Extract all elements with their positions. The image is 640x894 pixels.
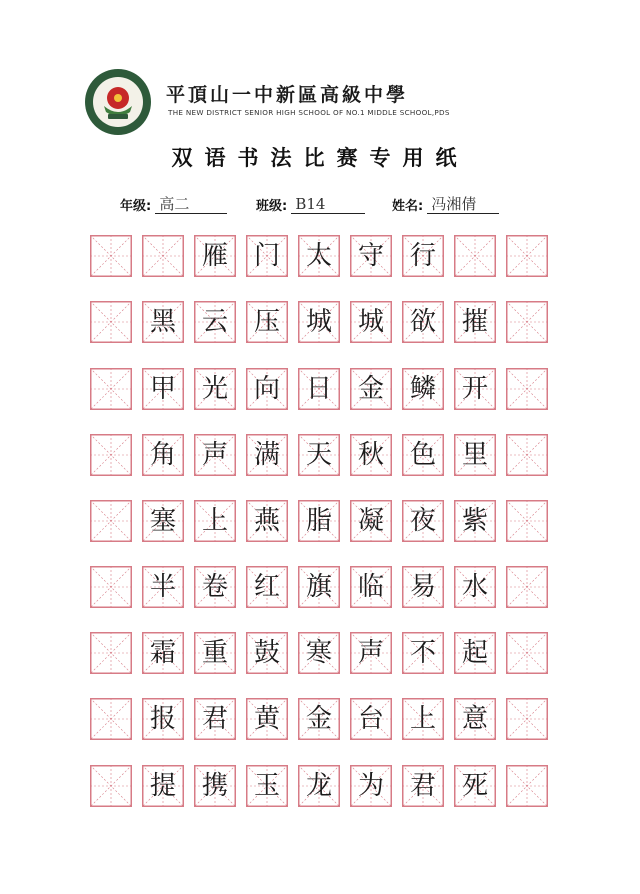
handwritten-character: 摧 [461,307,488,337]
page-title: 双语书法比赛专用纸 [171,146,469,170]
grid-cell [194,765,236,807]
handwritten-character: 旗 [305,572,332,602]
handwritten-character: 塞 [149,506,176,536]
grid-cell [142,301,184,343]
grid-cell [142,434,184,476]
grid-cell [246,632,288,674]
grid-cell [298,368,340,410]
handwritten-character: 里 [461,440,488,470]
class-value: B14 [291,195,365,214]
handwritten-character: 玉 [253,771,280,801]
handwritten-character: 为 [357,771,384,801]
grid-cell [454,566,496,608]
grid-cell [90,301,132,343]
grid-cell [90,368,132,410]
handwritten-character: 云 [201,307,228,337]
handwritten-character: 重 [201,638,228,668]
grid-cell [350,368,392,410]
handwritten-character: 行 [409,241,436,271]
handwritten-character: 黄 [253,704,280,734]
grid-cell [90,566,132,608]
rice-grid-lines [90,566,132,608]
handwritten-character: 夜 [409,506,436,536]
rice-grid-lines [90,500,132,542]
grid-cell [402,235,444,277]
handwritten-character: 向 [253,374,280,404]
grid-cell [350,235,392,277]
grid-cell [350,500,392,542]
rice-grid-lines [506,301,548,343]
rice-grid-lines [506,632,548,674]
grid-cell [506,301,548,343]
grade-label: 年级: [120,199,152,214]
grid-cell [90,500,132,542]
handwritten-character: 声 [201,440,228,470]
handwritten-character: 欲 [409,307,436,337]
grid-cell [298,301,340,343]
grid-cell [90,632,132,674]
handwritten-character: 甲 [149,374,176,404]
grid-cell [194,434,236,476]
handwritten-character: 凝 [357,506,384,536]
handwritten-character: 秋 [357,440,384,470]
rice-grid-lines [506,434,548,476]
grid-cell [506,500,548,542]
rice-grid-lines [142,235,184,277]
name-label: 姓名: [392,199,424,214]
grid-cell [454,235,496,277]
grid-cell [402,566,444,608]
handwritten-character: 天 [305,440,332,470]
handwritten-character: 紫 [461,506,488,536]
grid-cell [142,500,184,542]
grid-cell [246,500,288,542]
grid-cell [246,368,288,410]
handwritten-character: 携 [201,771,228,801]
handwritten-character: 死 [461,771,488,801]
rice-grid-lines [90,632,132,674]
handwritten-character: 鳞 [409,374,436,404]
handwritten-character: 台 [357,704,384,734]
handwritten-character: 君 [201,704,228,734]
grid-cell [246,566,288,608]
handwritten-character: 开 [461,374,488,404]
rice-grid-lines [90,235,132,277]
grid-cell [454,301,496,343]
name-value: 冯湘倩 [427,195,499,214]
handwritten-character: 黑 [149,307,176,337]
grid-cell [402,434,444,476]
handwritten-character: 脂 [305,506,332,536]
grid-cell [90,434,132,476]
grid-cell [142,368,184,410]
handwritten-character: 门 [253,241,280,271]
rice-grid-lines [454,235,496,277]
handwritten-character: 易 [409,572,436,602]
grid-cell [350,434,392,476]
handwritten-character: 上 [201,506,228,536]
handwritten-character: 声 [357,638,384,668]
handwritten-character: 满 [253,440,280,470]
grid-cell [506,566,548,608]
grid-cell [142,698,184,740]
rice-grid-lines [90,368,132,410]
grid-cell [298,434,340,476]
handwritten-character: 报 [149,704,176,734]
grid-cell [402,368,444,410]
grid-cell [142,566,184,608]
grid-cell [194,235,236,277]
handwritten-character: 起 [461,638,488,668]
grid-cell [402,632,444,674]
handwritten-character: 守 [357,241,384,271]
grade-value: 高二 [155,195,227,214]
handwritten-character: 鼓 [253,638,280,668]
grid-cell [90,765,132,807]
grid-cell [350,765,392,807]
grid-cell [90,235,132,277]
grid-cell [350,566,392,608]
rice-grid-lines [90,301,132,343]
handwritten-character: 半 [149,572,176,602]
handwritten-character: 金 [305,704,332,734]
grid-cell [506,235,548,277]
handwritten-character: 城 [305,307,332,337]
handwritten-character: 霜 [149,638,176,668]
handwritten-character: 色 [409,440,436,470]
handwritten-character: 君 [409,771,436,801]
grid-cell [402,698,444,740]
grid-cell [454,632,496,674]
handwritten-character: 上 [409,704,436,734]
handwritten-character: 压 [253,307,280,337]
grid-cell [454,434,496,476]
handwritten-character: 不 [409,638,436,668]
grid-cell [506,434,548,476]
grid-cell [246,698,288,740]
rice-grid-lines [90,434,132,476]
grid-cell [350,301,392,343]
grid-cell [454,698,496,740]
grid-cell [350,632,392,674]
grid-cell [350,698,392,740]
handwritten-character: 太 [305,241,332,271]
grid-cell [298,765,340,807]
rice-grid-lines [506,698,548,740]
handwritten-character: 寒 [305,638,332,668]
grid-cell [402,765,444,807]
school-name-chinese: 平頂山一中新區高級中學 [166,84,409,106]
rice-grid-lines [90,765,132,807]
grid-cell [454,500,496,542]
rice-grid-lines [506,566,548,608]
rice-grid-lines [506,500,548,542]
grid-cell [298,235,340,277]
grid-cell [194,632,236,674]
grid-cell [298,632,340,674]
grid-cell [246,301,288,343]
grid-cell [402,500,444,542]
grid-cell [506,698,548,740]
grid-cell [298,698,340,740]
grid-cell [194,368,236,410]
rice-grid-lines [506,235,548,277]
grid-cell [194,566,236,608]
school-name-english: THE NEW DISTRICT SENIOR HIGH SCHOOL OF NO.1 MIDDLE SCHOOL,PDS [168,108,450,117]
class-label: 班级: [256,199,288,214]
grid-cell [298,566,340,608]
handwritten-character: 燕 [253,506,280,536]
handwritten-character: 角 [149,440,176,470]
rice-grid-lines [506,368,548,410]
handwritten-character: 临 [357,572,384,602]
grid-cell [142,235,184,277]
grid-cell [298,500,340,542]
handwritten-character: 意 [461,704,488,734]
handwritten-character: 卷 [201,572,228,602]
grid-cell [506,632,548,674]
handwritten-character: 日 [305,374,332,404]
handwritten-character: 雁 [201,241,228,271]
grid-cell [506,765,548,807]
grid-cell [246,434,288,476]
grid-cell [454,368,496,410]
handwritten-character: 金 [357,374,384,404]
grid-cell [90,698,132,740]
handwritten-character: 红 [253,572,280,602]
grid-cell [402,301,444,343]
grid-cell [194,301,236,343]
handwritten-character: 龙 [305,771,332,801]
grid-cell [142,765,184,807]
grid-cell [454,765,496,807]
rice-grid-lines [90,698,132,740]
handwritten-character: 光 [201,374,228,404]
handwritten-character: 提 [149,771,176,801]
grid-cell [194,698,236,740]
grid-cell [194,500,236,542]
grid-cell [142,632,184,674]
grid-cell [246,235,288,277]
handwritten-character: 水 [461,572,488,602]
handwritten-character: 城 [357,307,384,337]
grid-cell [506,368,548,410]
grid-cell [246,765,288,807]
rice-grid-lines [506,765,548,807]
